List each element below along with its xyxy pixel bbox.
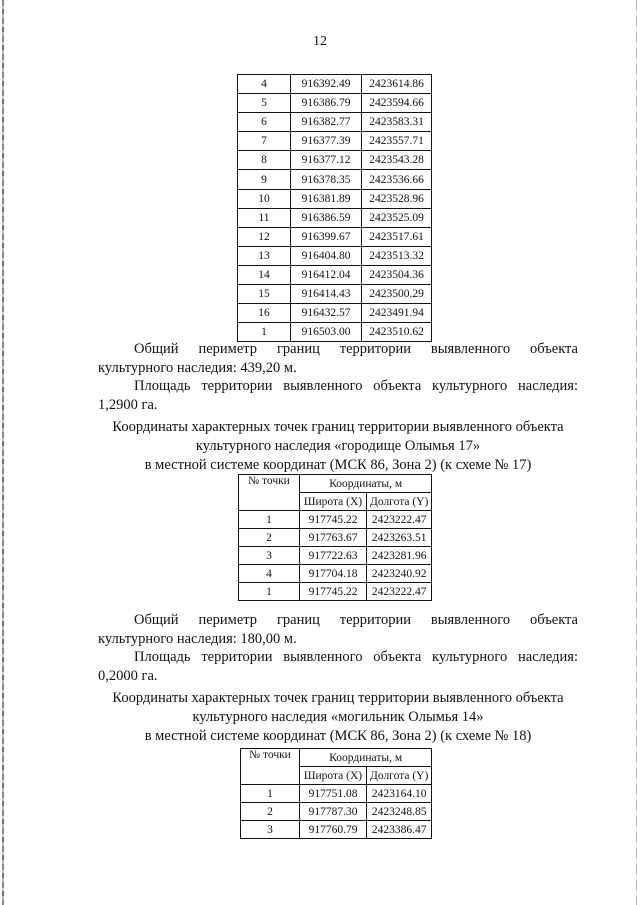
col-header-x: Широта (X): [300, 767, 367, 785]
heading-line-2: культурного наследия «городище Олымья 17»: [195, 438, 481, 454]
latitude-x-cell: 916412.04: [291, 265, 362, 284]
longitude-y-cell: 2423504.36: [362, 265, 432, 284]
perimeter-line-1: Общий периметр границ территории выявленного объекта: [134, 612, 578, 628]
longitude-y-cell: 2423500.29: [362, 285, 432, 304]
longitude-y-cell: 2423164.10: [367, 785, 432, 803]
coordinates-table-18: [240, 748, 432, 839]
longitude-y-cell: 2423263.51: [367, 529, 432, 547]
table-row: [241, 821, 432, 839]
point-number-cell: 3: [241, 821, 300, 839]
latitude-x-cell: 917722.63: [300, 547, 367, 565]
heading-line-3: в местной системе координат (МСК 86, Зона 2) (к схеме № 17): [144, 457, 532, 473]
longitude-y-cell: 2423536.66: [362, 170, 432, 189]
latitude-x-cell: 916503.00: [291, 323, 362, 342]
point-number-cell: 9: [238, 170, 291, 189]
point-number-cell: 4: [239, 565, 300, 583]
longitude-y-cell: 2423513.32: [362, 246, 432, 265]
latitude-x-cell: 916381.89: [291, 189, 362, 208]
coordinates-table-continued: [237, 74, 432, 342]
perimeter-line-2: культурного наследия: 439,20 м.: [98, 360, 297, 376]
point-number-cell: 8: [238, 151, 291, 170]
latitude-x-cell: 916404.80: [291, 246, 362, 265]
heading-line-1: Координаты характерных точек границ территории выявленного объекта: [112, 690, 564, 706]
table-row: [239, 565, 432, 583]
table-row: [238, 285, 432, 304]
latitude-x-cell: 916414.43: [291, 285, 362, 304]
area-paragraph-2: [98, 648, 578, 686]
latitude-x-cell: 916377.12: [291, 151, 362, 170]
area-line-1: Площадь территории выявленного объекта культурного наследия:: [134, 378, 578, 394]
point-number-cell: 12: [238, 227, 291, 246]
table-row: [238, 170, 432, 189]
point-number-cell: 5: [238, 94, 291, 113]
scan-edge-right: [636, 0, 637, 905]
latitude-x-cell: 916386.59: [291, 208, 362, 227]
table-row: [239, 511, 432, 529]
table-row: [238, 132, 432, 151]
perimeter-line-2: культурного наследия: 180,00 м.: [98, 631, 297, 647]
area-line-1: Площадь территории выявленного объекта культурного наследия:: [134, 649, 578, 665]
point-number-cell: 1: [239, 511, 300, 529]
table-row: [238, 151, 432, 170]
table-row: [238, 323, 432, 342]
col-header-point: № точки: [239, 475, 300, 511]
point-number-cell: 13: [238, 246, 291, 265]
point-number-cell: 10: [238, 189, 291, 208]
longitude-y-cell: 2423543.28: [362, 151, 432, 170]
table-row: [239, 547, 432, 565]
table-row: [238, 75, 432, 94]
coordinates-table-body: [238, 75, 432, 342]
latitude-x-cell: 917787.30: [300, 803, 367, 821]
longitude-y-cell: 2423557.71: [362, 132, 432, 151]
latitude-x-cell: 917745.22: [300, 583, 367, 601]
latitude-x-cell: 916382.77: [291, 113, 362, 132]
col-header-point: № точки: [241, 749, 300, 785]
perimeter-paragraph-2: [98, 611, 578, 649]
point-number-cell: 16: [238, 304, 291, 323]
heading-line-3: в местной системе координат (МСК 86, Зона 2) (к схеме № 18): [144, 728, 532, 744]
longitude-y-cell: 2423525.09: [362, 208, 432, 227]
point-number-cell: 3: [239, 547, 300, 565]
longitude-y-cell: 2423614.86: [362, 75, 432, 94]
table-row: [241, 803, 432, 821]
table-row: [238, 189, 432, 208]
table-row: [238, 304, 432, 323]
col-header-y: Долгота (Y): [367, 493, 432, 511]
scan-edge-left: [2, 0, 4, 905]
longitude-y-cell: 2423386.47: [367, 821, 432, 839]
longitude-y-cell: 2423248.85: [367, 803, 432, 821]
latitude-x-cell: 916432.57: [291, 304, 362, 323]
longitude-y-cell: 2423583.31: [362, 113, 432, 132]
table-row: [239, 529, 432, 547]
perimeter-paragraph-1: [98, 340, 578, 378]
coordinates-table-17: [238, 474, 432, 601]
point-number-cell: 1: [239, 583, 300, 601]
point-number-cell: 14: [238, 265, 291, 284]
longitude-y-cell: 2423528.96: [362, 189, 432, 208]
col-header-x: Широта (X): [300, 493, 367, 511]
latitude-x-cell: 917751.08: [300, 785, 367, 803]
point-number-cell: 2: [239, 529, 300, 547]
longitude-y-cell: 2423281.96: [367, 547, 432, 565]
longitude-y-cell: 2423491.94: [362, 304, 432, 323]
point-number-cell: 1: [241, 785, 300, 803]
latitude-x-cell: 917704.18: [300, 565, 367, 583]
latitude-x-cell: 916378.35: [291, 170, 362, 189]
longitude-y-cell: 2423594.66: [362, 94, 432, 113]
latitude-x-cell: 916377.39: [291, 132, 362, 151]
point-number-cell: 1: [238, 323, 291, 342]
longitude-y-cell: 2423240.92: [367, 565, 432, 583]
latitude-x-cell: 916392.49: [291, 75, 362, 94]
table-row: [238, 113, 432, 132]
table-row: [238, 208, 432, 227]
table-row: [238, 246, 432, 265]
area-line-2: 1,2900 га.: [98, 397, 158, 413]
latitude-x-cell: 917760.79: [300, 821, 367, 839]
latitude-x-cell: 917763.67: [300, 529, 367, 547]
latitude-x-cell: 916386.79: [291, 94, 362, 113]
section-heading-18: [88, 689, 588, 746]
point-number-cell: 15: [238, 285, 291, 304]
point-number-cell: 4: [238, 75, 291, 94]
longitude-y-cell: 2423510.62: [362, 323, 432, 342]
heading-line-2: культурного наследия «могильник Олымья 14»: [192, 709, 484, 725]
col-header-y: Долгота (Y): [367, 767, 432, 785]
table-row: [238, 265, 432, 284]
point-number-cell: 2: [241, 803, 300, 821]
point-number-cell: 11: [238, 208, 291, 227]
coordinates-table-body: [239, 511, 432, 601]
longitude-y-cell: 2423517.61: [362, 227, 432, 246]
section-heading-17: [88, 418, 588, 475]
table-row: [241, 785, 432, 803]
table-row: [238, 227, 432, 246]
page-number: 12: [313, 34, 327, 49]
area-paragraph-1: [98, 377, 578, 415]
heading-line-1: Координаты характерных точек границ территории выявленного объекта: [112, 419, 564, 435]
coordinates-table-body: [241, 785, 432, 839]
longitude-y-cell: 2423222.47: [367, 511, 432, 529]
col-header-coordinates: Координаты, м: [300, 749, 432, 767]
table-row: [239, 583, 432, 601]
col-header-coordinates: Координаты, м: [300, 475, 432, 493]
latitude-x-cell: 917745.22: [300, 511, 367, 529]
perimeter-line-1: Общий периметр границ территории выявленного объекта: [134, 341, 578, 357]
point-number-cell: 6: [238, 113, 291, 132]
longitude-y-cell: 2423222.47: [367, 583, 432, 601]
latitude-x-cell: 916399.67: [291, 227, 362, 246]
point-number-cell: 7: [238, 132, 291, 151]
table-row: [238, 94, 432, 113]
area-line-2: 0,2000 га.: [98, 668, 158, 684]
